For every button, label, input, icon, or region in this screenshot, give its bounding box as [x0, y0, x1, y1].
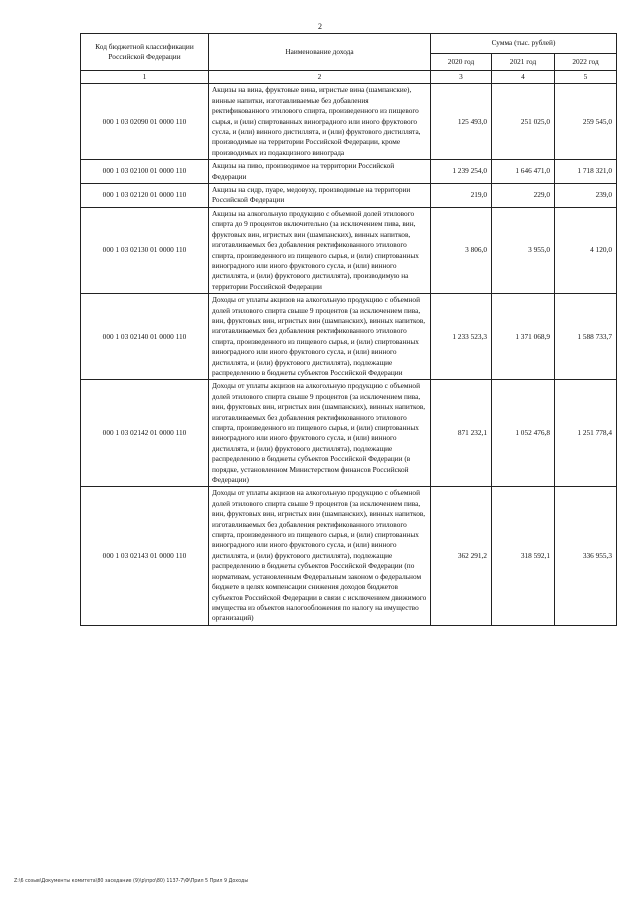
amount-2022: 336 955,3 [555, 487, 617, 625]
income-name: Акцизы на сидр, пуаре, медовуху, производимые на территории Российской Федерации [209, 184, 431, 208]
revenue-table [80, 33, 617, 626]
amount-2020: 362 291,2 [431, 487, 492, 625]
header-sum: Сумма (тыс. рублей) [431, 34, 617, 54]
budget-code: 000 1 03 02130 01 0000 110 [81, 207, 209, 293]
income-name: Акцизы на пиво, производимое на территории Российской Федерации [209, 160, 431, 184]
amount-2022: 4 120,0 [555, 207, 617, 293]
amount-2021: 1 052 476,8 [492, 380, 555, 487]
col-number-4: 4 [492, 71, 555, 84]
income-name: Акцизы на вина, фруктовые вина, игристые вина (шампанские), винные напитки, изготавливаемые без добавления ректификованного этилового спирта, произведенного из пищевого сырья, и (или) спиртованных виноградного или иного фруктового сусла, и (или) винного дистиллята, и (или) фруктового дистиллята, производимые на территории Российской Федерации, кроме производимых из подакцизного винограда [209, 84, 431, 160]
budget-code: 000 1 03 02120 01 0000 110 [81, 184, 209, 208]
col-number-3: 3 [431, 71, 492, 84]
amount-2020: 3 806,0 [431, 207, 492, 293]
amount-2022: 1 588 733,7 [555, 294, 617, 380]
col-number-5: 5 [555, 71, 617, 84]
amount-2020: 219,0 [431, 184, 492, 208]
table-row [81, 184, 617, 208]
budget-code: 000 1 03 02143 01 0000 110 [81, 487, 209, 625]
header-year-2021: 2021 год [492, 54, 555, 71]
amount-2022: 1 718 321,0 [555, 160, 617, 184]
amount-2021: 229,0 [492, 184, 555, 208]
header-year-2020: 2020 год [431, 54, 492, 71]
amount-2021: 318 592,1 [492, 487, 555, 625]
page-number: 2 [318, 22, 322, 31]
amount-2022: 239,0 [555, 184, 617, 208]
amount-2021: 1 646 471,0 [492, 160, 555, 184]
income-name: Доходы от уплаты акцизов на алкогольную продукцию с объемной долей этилового спирта свыше 9 процентов (за исключением пива, вин, фруктовых вин, игристых вин (шампанских), винных напитков, изготавливаемых без добавления ректификованного этилового спирта, произведенного из пищевого сырья, и (или) спиртованных виноградного или иного фруктового сусла, и (или) винного дистиллята, и (или) фруктового дистиллята), подлежащие распределению в бюджеты субъектов Российской Федерации (по нормативам, установленным Федеральным законом о федеральном бюджете в целях компенсации снижения доходов бюджетов субъектов Российской Федерации в связи с исключением движимого имущества из объектов налогообложения по налогу на имущество организаций) [209, 487, 431, 625]
table-row [81, 294, 617, 380]
table-row [81, 160, 617, 184]
table-row [81, 380, 617, 487]
header-year-2022: 2022 год [555, 54, 617, 71]
header-code: Код бюджетной классификации Российской Федерации [81, 34, 209, 71]
budget-code: 000 1 03 02100 01 0000 110 [81, 160, 209, 184]
budget-code: 000 1 03 02142 01 0000 110 [81, 380, 209, 487]
amount-2022: 1 251 778,4 [555, 380, 617, 487]
amount-2020: 1 239 254,0 [431, 160, 492, 184]
amount-2020: 125 493,0 [431, 84, 492, 160]
header-row [81, 34, 617, 54]
amount-2021: 3 955,0 [492, 207, 555, 293]
table-row [81, 84, 617, 160]
amount-2022: 259 545,0 [555, 84, 617, 160]
header-name: Наименование дохода [209, 34, 431, 71]
income-name: Доходы от уплаты акцизов на алкогольную продукцию с объемной долей этилового спирта свыше 9 процентов (за исключением пива, вин, фруктовых вин, игристых вин (шампанских), винных напитков, изготавливаемых без добавления ректификованного этилового спирта, произведенного из пищевого сырья, и (или) спиртованных виноградного или иного фруктового сусла, и (или) винного дистиллята, и (или) фруктового дистиллята), подлежащие распределению в бюджеты субъектов Российской Федерации (в порядке, установленном Министерством финансов Российской Федерации) [209, 380, 431, 487]
income-name: Акцизы на алкогольную продукцию с объемной долей этилового спирта до 9 процентов включительно (за исключением пива, вин, фруктовых вин, игристых вин (шампанских), винных напитков, изготавливаемых без добавления ректификованного этилового спирта, произведенного из пищевого сырья, и (или) спиртованных виноградного или иного фруктового сусла, и (или) винного дистиллята, и (или) фруктового дистиллята), производимую на территории Российской Федерации [209, 207, 431, 293]
amount-2021: 1 371 068,9 [492, 294, 555, 380]
amount-2020: 871 232,1 [431, 380, 492, 487]
table-row [81, 207, 617, 293]
col-number-1: 1 [81, 71, 209, 84]
amount-2021: 251 025,0 [492, 84, 555, 160]
column-numbers-row [81, 71, 617, 84]
table-row [81, 487, 617, 625]
budget-code: 000 1 03 02140 01 0000 110 [81, 294, 209, 380]
budget-code: 000 1 03 02090 01 0000 110 [81, 84, 209, 160]
income-name: Доходы от уплаты акцизов на алкогольную продукцию с объемной долей этилового спирта свыше 9 процентов (за исключением пива, вин, фруктовых вин, игристых вин (шампанских), винных напитков, изготавливаемых без добавления ректификованного этилового спирта, произведенного из пищевого сырья, и (или) спиртованных виноградного или иного фруктового сусла, и (или) винного дистиллята, и (или) фруктового дистиллята), подлежащие распределению в бюджеты субъектов Российской Федерации [209, 294, 431, 380]
col-number-2: 2 [209, 71, 431, 84]
amount-2020: 1 233 523,3 [431, 294, 492, 380]
file-path-footer: Z:\6 созыв\Документы комитета\80 заседание (9)\р\про\80) 1137-7\Ф\Прил 5 Прил 9 Доходы [14, 879, 249, 884]
